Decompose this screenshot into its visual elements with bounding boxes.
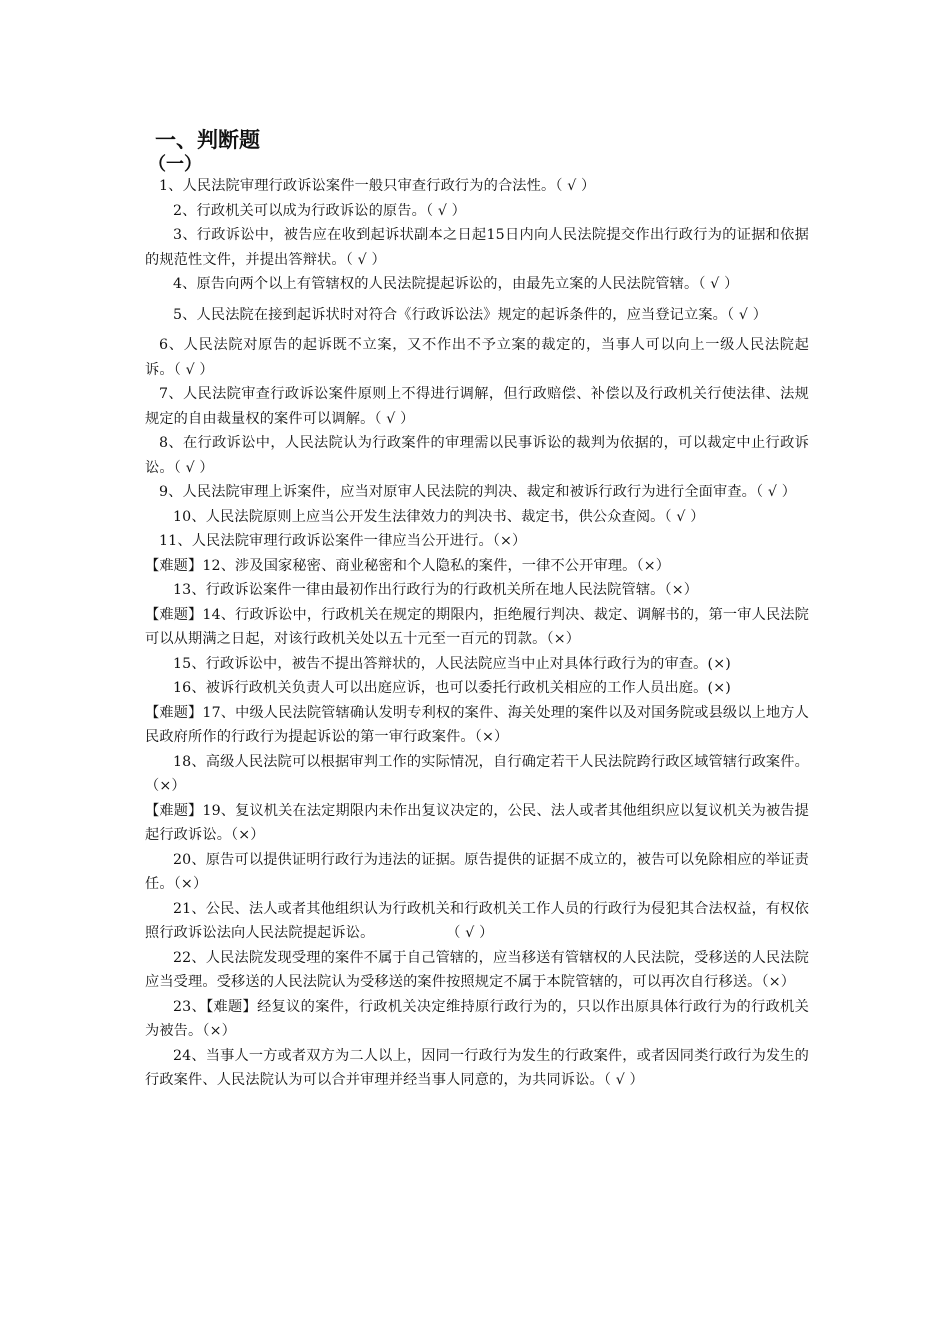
question-item: 3、行政诉讼中，被告应在收到起诉状副本之日起15日内向人民法院提交作出行政行为的证据和依据的规范性文件，并提出答辩状。（ √ ）	[145, 227, 809, 268]
question-item: 【难题】17、中级人民法院管辖确认发明专利权的案件、海关处理的案件以及对国务院或县级以上地方人民政府所作的行政行为提起诉讼的第一审行政案件。（×）	[145, 704, 809, 745]
question-item: 16、被诉行政机关负责人可以出庭应诉，也可以委托行政机关相应的工作人员出庭。(×)	[173, 680, 731, 696]
question-item: 15、行政诉讼中，被告不提出答辩状的，人民法院应当中止对具体行政行为的审查。(×)	[173, 655, 731, 672]
question-item: 22、人民法院发现受理的案件不属于自己管辖的，应当移送有管辖权的人民法院，受移送的人民法院应当受理。受移送的人民法院认为受移送的案件按照规定不属于本院管辖的，可以再次自行移送。（×）	[145, 949, 809, 990]
question-item: 18、高级人民法院可以根据审判工作的实际情况，自行确定若干人民法院跨行政区域管辖行政案件。（×）	[145, 753, 809, 794]
subsection-title: （一）	[148, 154, 202, 175]
question-item: 【难题】12、涉及国家秘密、商业秘密和个人隐私的案件，一律不公开审理。（×）	[145, 557, 671, 574]
question-item: 1、人民法院审理行政诉讼案件一般只审查行政行为的合法性。（ √ ）	[159, 178, 596, 194]
question-item: 10、人民法院原则上应当公开发生法律效力的判决书、裁定书，供公众查阅。（ √ ）	[173, 508, 705, 525]
question-item: 20、原告可以提供证明行政行为违法的证据。原告提供的证据不成立的，被告可以免除相应的举证责任。（×）	[145, 851, 809, 892]
question-item: 2、行政机关可以成为行政诉讼的原告。（ √ ）	[173, 202, 467, 219]
question-item: 8、在行政诉讼中，人民法院认为行政案件的审理需以民事诉讼的裁判为依据的，可以裁定中止行政诉讼。（ √ ）	[145, 435, 809, 476]
question-item: 6、人民法院对原告的起诉既不立案，又不作出不予立案的裁定的，当事人可以向上一级人民法院起诉。（ √ ）	[145, 337, 809, 378]
question-item: 4、原告向两个以上有管辖权的人民法院提起诉讼的，由最先立案的人民法院管辖。（ √ ）	[173, 276, 739, 292]
question-item: 9、人民法院审理上诉案件，应当对原审人民法院的判决、裁定和被诉行政行为进行全面审查。（ √ ）	[159, 484, 797, 500]
question-item: 23、【难题】经复议的案件，行政机关决定维持原行政行为的，只以作出原具体行政行为的行政机关为被告。（×）	[145, 998, 809, 1039]
question-item: 5、人民法院在接到起诉状时对符合《行政诉讼法》规定的起诉条件的，应当登记立案。（ √ ）	[173, 306, 768, 323]
section-title: 一、判断题	[155, 128, 260, 152]
question-item: 11、人民法院审理行政诉讼案件一律应当公开进行。（×）	[159, 533, 527, 549]
question-item: 7、人民法院审查行政诉讼案件原则上不得进行调解，但行政赔偿、补偿以及行政机关行使法律、法规规定的自由裁量权的案件可以调解。（ √ ）	[145, 386, 809, 427]
question-item: 21、公民、法人或者其他组织认为行政机关和行政机关工作人员的行政行为侵犯其合法权益，有权依照行政诉讼法向人民法院提起诉讼。 （ √ ）	[145, 900, 809, 941]
question-list	[145, 174, 809, 1093]
question-item: 24、当事人一方或者双方为二人以上，因同一行政行为发生的行政案件，或者因同类行政行为发生的行政案件、人民法院认为可以合并审理并经当事人同意的，为共同诉讼。（ √ ）	[145, 1047, 809, 1088]
question-item: 13、行政诉讼案件一律由最初作出行政行为的行政机关所在地人民法院管辖。（×）	[173, 582, 699, 598]
question-item: 【难题】19、复议机关在法定期限内未作出复议决定的，公民、法人或者其他组织应以复议机关为被告提起行政诉讼。（×）	[145, 802, 809, 843]
question-item: 【难题】14、行政诉讼中，行政机关在规定的期限内，拒绝履行判决、裁定、调解书的，第一审人民法院可以从期满之日起，对该行政机关处以五十元至一百元的罚款。（×）	[145, 606, 809, 647]
